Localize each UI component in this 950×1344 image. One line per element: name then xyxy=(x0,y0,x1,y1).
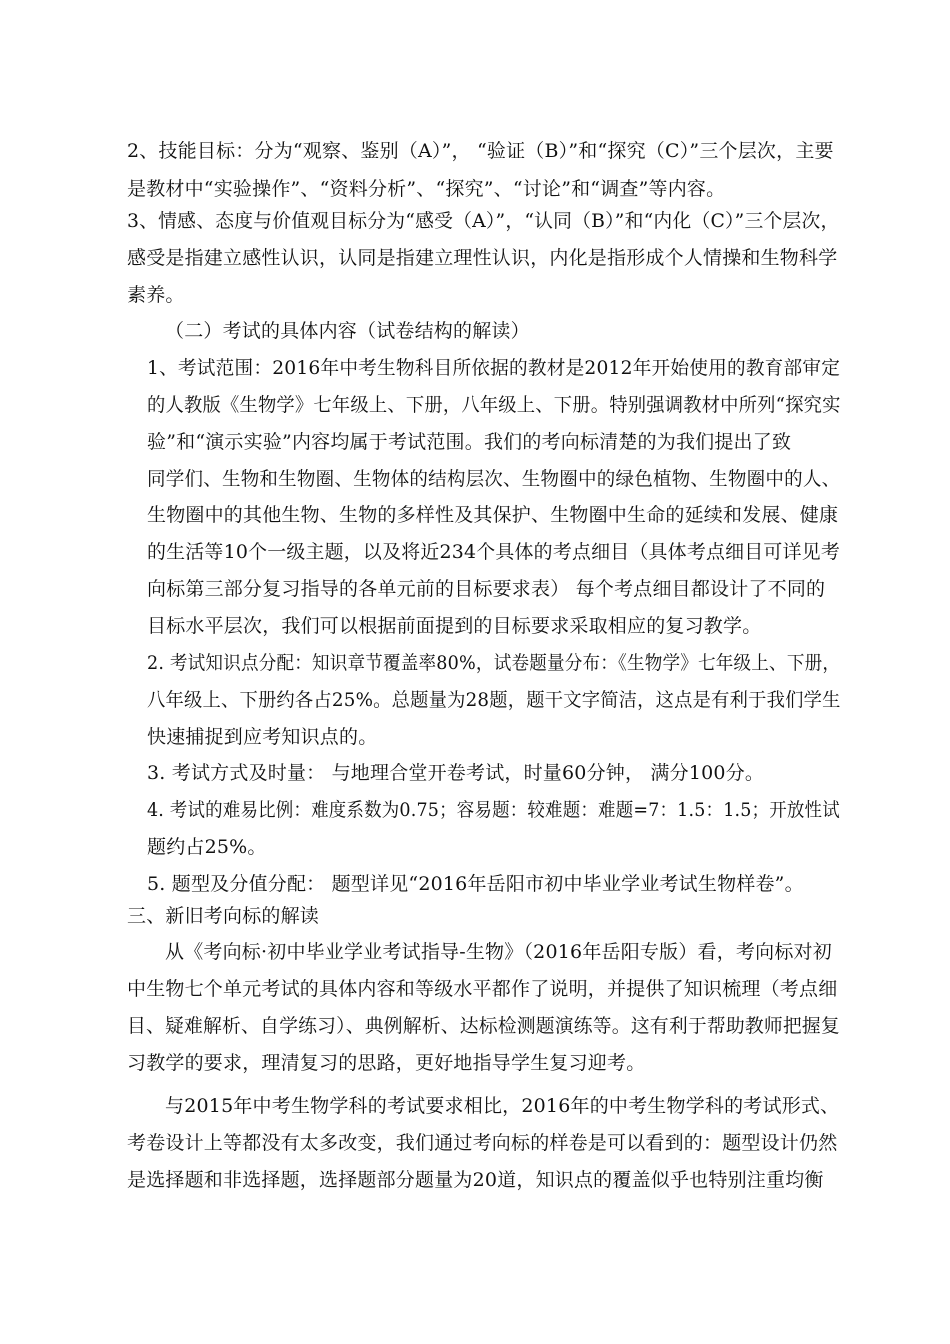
section-heading-exam-content: （二）考试的具体内容（试卷结构的解读） xyxy=(165,320,530,342)
paragraph-skill-goal-line-2: 是教材中“实验操作”、“资料分析”、“探究”、“讨论”和“调查”等内容。 xyxy=(127,178,726,200)
paragraph-knowledge-allocation-line-3: 快速捕捉到应考知识点的。 xyxy=(147,726,378,748)
paragraph-exam-scope-line-3: 验”和“演示实验”内容均属于考试范围。我们的考向标清楚的为我们提出了致 xyxy=(147,431,792,453)
paragraph-difficulty-ratio-line-2: 题约占25%。 xyxy=(147,836,267,858)
paragraph-emotion-goal-line-3: 素养。 xyxy=(127,284,185,306)
paragraph-comparison-line-2: 考卷设计上等都没有太多改变，我们通过考向标的样卷是可以看到的：题型设计仍然 xyxy=(127,1132,838,1154)
paragraph-guide-analysis-line-3: 目、疑难解析、自学练习）、典例解析、达标检测题演练等。这有利于帮助教师把握复 xyxy=(127,1015,840,1037)
paragraph-emotion-goal-line-2: 感受是指建立感性认识，认同是指建立理性认识，内化是指形成个人情操和生物科学 xyxy=(127,247,838,269)
paragraph-comparison-line-3: 是选择题和非选择题，选择题部分题量为20道，知识点的覆盖似乎也特别注重均衡 xyxy=(127,1169,824,1191)
paragraph-exam-scope-line-7: 向标第三部分复习指导的各单元前的目标要求表） 每个考点细目都设计了不同的 xyxy=(147,578,826,600)
paragraph-skill-goal-line-1: 2、技能目标：分为“观察、鉴别（A）”， “验证（B）”和“探究（C）”三个层次，主要 xyxy=(127,140,834,162)
paragraph-guide-analysis-line-4: 习教学的要求，理清复习的思路，更好地指导学生复习迎考。 xyxy=(127,1052,646,1074)
paragraph-question-types: 5. 题型及分值分配： 题型详见“2016年岳阳市初中毕业学业考试生物样卷”。 xyxy=(147,873,804,895)
paragraph-knowledge-allocation-line-2: 八年级上、下册约各占25%。总题量为28题，题干文字简洁，这点是有利于我们学生 xyxy=(147,689,841,711)
paragraph-exam-scope-line-2: 的人教版《生物学》七年级上、下册，八年级上、下册。特别强调教材中所列“探究实 xyxy=(147,394,841,416)
paragraph-exam-scope-line-4: 同学们、生物和生物圈、生物体的结构层次、生物圈中的绿色植物、生物圈中的人、 xyxy=(147,468,841,490)
paragraph-exam-scope-line-8: 目标水平层次，我们可以根据前面提到的目标要求采取相应的复习教学。 xyxy=(147,615,762,637)
paragraph-guide-analysis-line-2: 中生物七个单元考试的具体内容和等级水平都作了说明，并提供了知识梳理（考点细 xyxy=(127,978,838,1000)
paragraph-emotion-goal-line-1: 3、情感、态度与价值观目标分为“感受（A）”，“认同（B）”和“内化（C）”三个层次， xyxy=(127,210,840,232)
paragraph-exam-scope-line-1: 1、考试范围：2016年中考生物科目所依据的教材是2012年开始使用的教育部审定 xyxy=(147,357,841,379)
paragraph-guide-analysis-line-1: 从《考向标·初中毕业学业考试指导-生物》（2016年岳阳专版）看，考向标对初 xyxy=(165,941,832,963)
paragraph-exam-format: 3. 考试方式及时量： 与地理合堂开卷考试，时量60分钟， 满分100分。 xyxy=(147,762,765,784)
paragraph-exam-scope-line-5: 生物圈中的其他生物、生物的多样性及其保护、生物圈中生命的延续和发展、健康 xyxy=(147,504,839,526)
paragraph-comparison-line-1: 与2015年中考生物学科的考试要求相比，2016年的中考生物学科的考试形式、 xyxy=(165,1095,840,1117)
paragraph-knowledge-allocation-line-1: 2. 考试知识点分配：知识章节覆盖率80%，试卷题量分布：《生物学》七年级上、下册， xyxy=(147,652,841,674)
paragraph-difficulty-ratio-line-1: 4. 考试的难易比例：难度系数为0.75；容易题：较难题：难题=7：1.5：1.5；开放性试 xyxy=(147,799,840,821)
section-heading-new-old-guide: 三、新旧考向标的解读 xyxy=(127,905,320,927)
paragraph-exam-scope-line-6: 的生活等10个一级主题，以及将近234个具体的考点细目（具体考点细目可详见考 xyxy=(147,541,840,563)
